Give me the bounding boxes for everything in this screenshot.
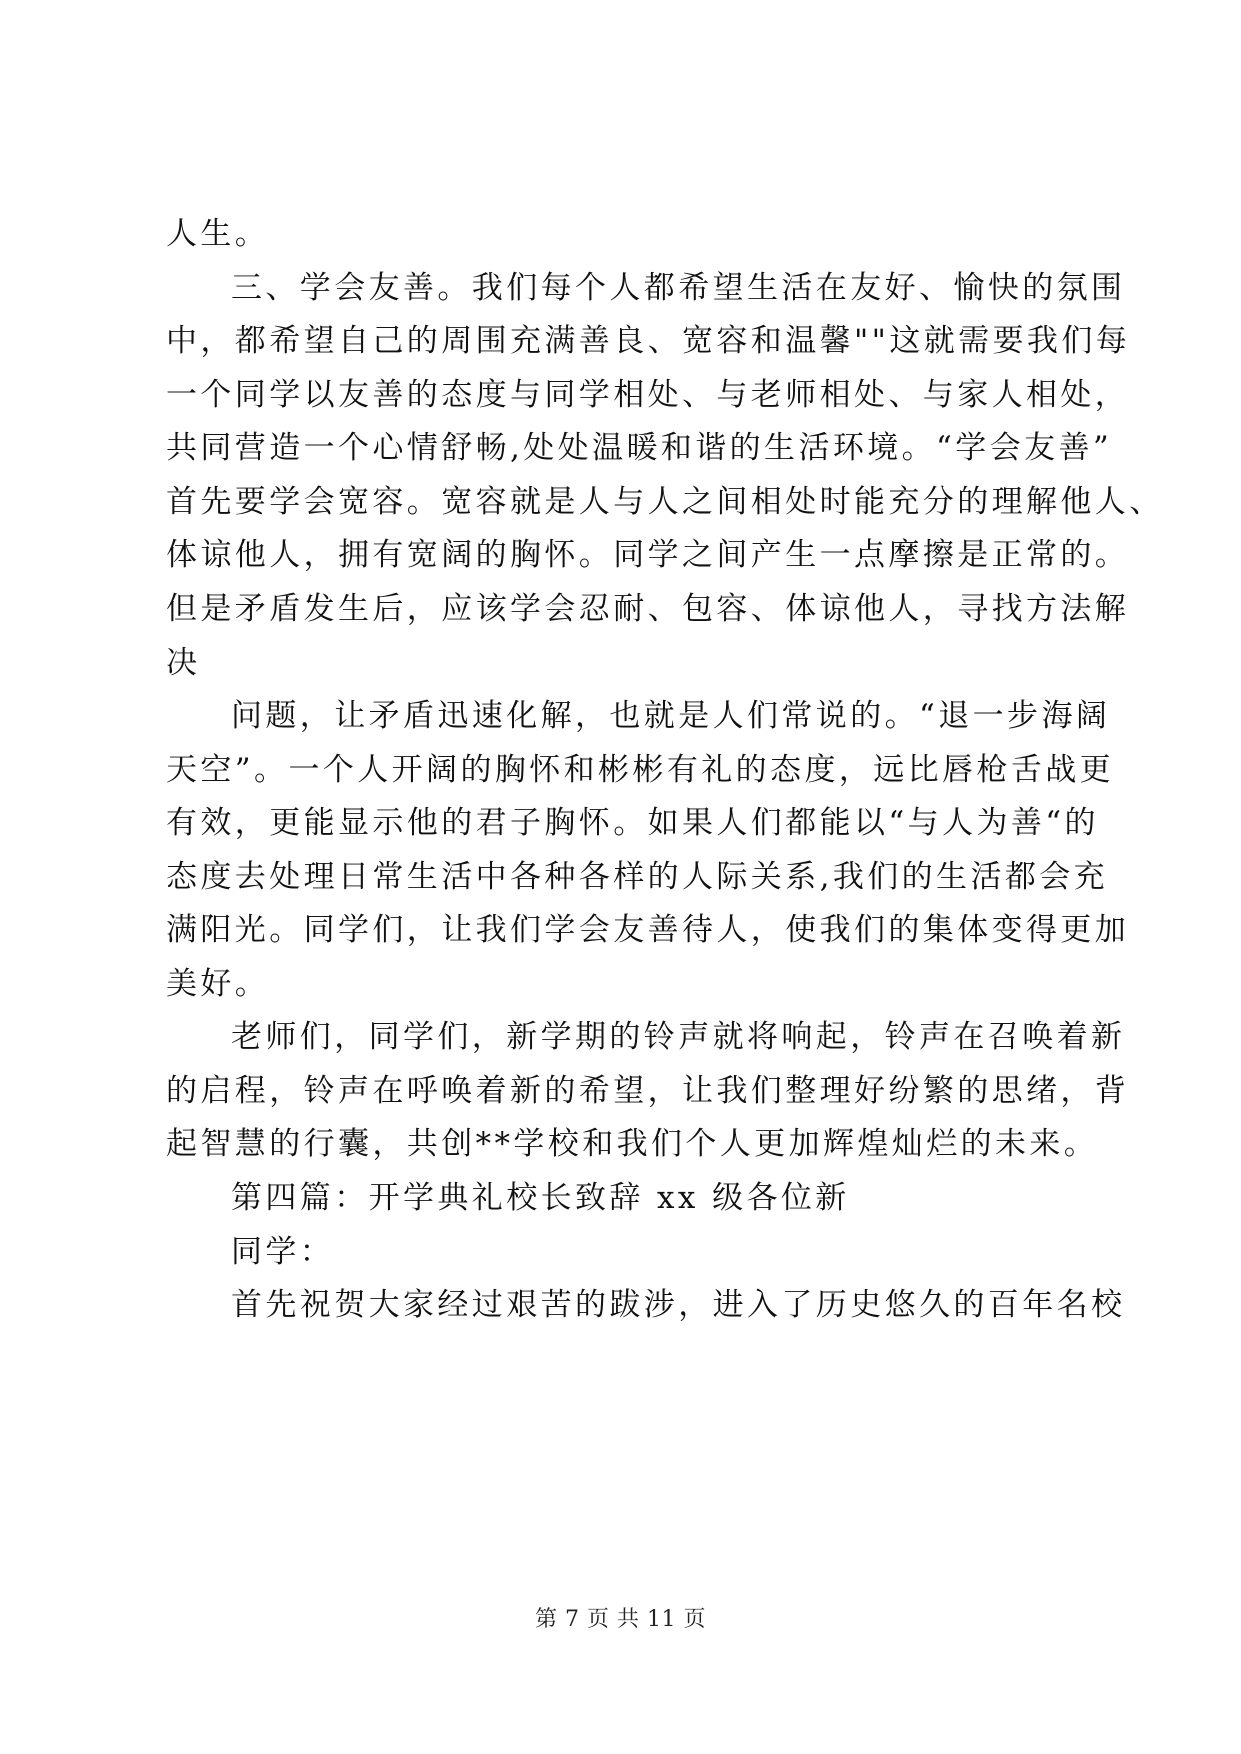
text-line: 但是矛盾发生后，应该学会忍耐、包容、体谅他人，寻找方法解 — [166, 591, 1130, 627]
text-line: 老师们，同学们，新学期的铃声就将响起，铃声在召唤着新 — [231, 1019, 1126, 1055]
text-line: 中，都希望自己的周围充满善良、宽容和温馨""这就需要我们每 — [166, 323, 1131, 359]
text-line: 共同营造一个心情舒畅,处处温暖和谐的生活环境。“学会友善” — [166, 430, 1113, 466]
page-number-footer: 第 7 页 共 11 页 — [535, 1607, 706, 1632]
section-heading: 第四篇：开学典礼校长致辞 xx 级各位新 — [231, 1180, 850, 1216]
text-line: 体谅他人，拥有宽阔的胸怀。同学之间产生一点摩擦是正常的。 — [166, 537, 1130, 573]
text-line: 一个同学以友善的态度与同学相处、与老师相处、与家人相处， — [166, 377, 1130, 413]
text-line: 问题，让矛盾迅速化解，也就是人们常说的。“退一步海阔 — [231, 698, 1111, 734]
text-line: 三、学会友善。我们每个人都希望生活在友好、愉快的氛围 — [231, 270, 1126, 306]
text-line: 首先要学会宽容。宽容就是人与人之间相处时能充分的理解他人、 — [166, 484, 1164, 520]
salutation: 同学： — [231, 1234, 335, 1270]
text-line: 人生。 — [166, 216, 270, 252]
text-line: 的启程，铃声在呼唤着新的希望，让我们整理好纷繁的思绪，背 — [166, 1073, 1130, 1109]
text-line: 决 — [166, 645, 201, 681]
text-line: 首先祝贺大家经过艰苦的跋涉，进入了历史悠久的百年名校 — [231, 1287, 1126, 1323]
text-line: 态度去处理日常生活中各种各样的人际关系,我们的生活都会充 — [166, 859, 1109, 895]
text-line: 美好。 — [166, 966, 270, 1002]
text-line: 满阳光。同学们，让我们学会友善待人，使我们的集体变得更加 — [166, 912, 1130, 948]
text-line: 天空”。一个人开阔的胸怀和彬彬有礼的态度，远比唇枪舌战更 — [166, 752, 1115, 788]
text-line: 起智慧的行囊，共创**学校和我们个人更加辉煌灿烂的未来。 — [166, 1126, 1099, 1162]
text-line: 有效，更能显示他的君子胸怀。如果人们都能以“与人为善“的 — [166, 805, 1099, 841]
